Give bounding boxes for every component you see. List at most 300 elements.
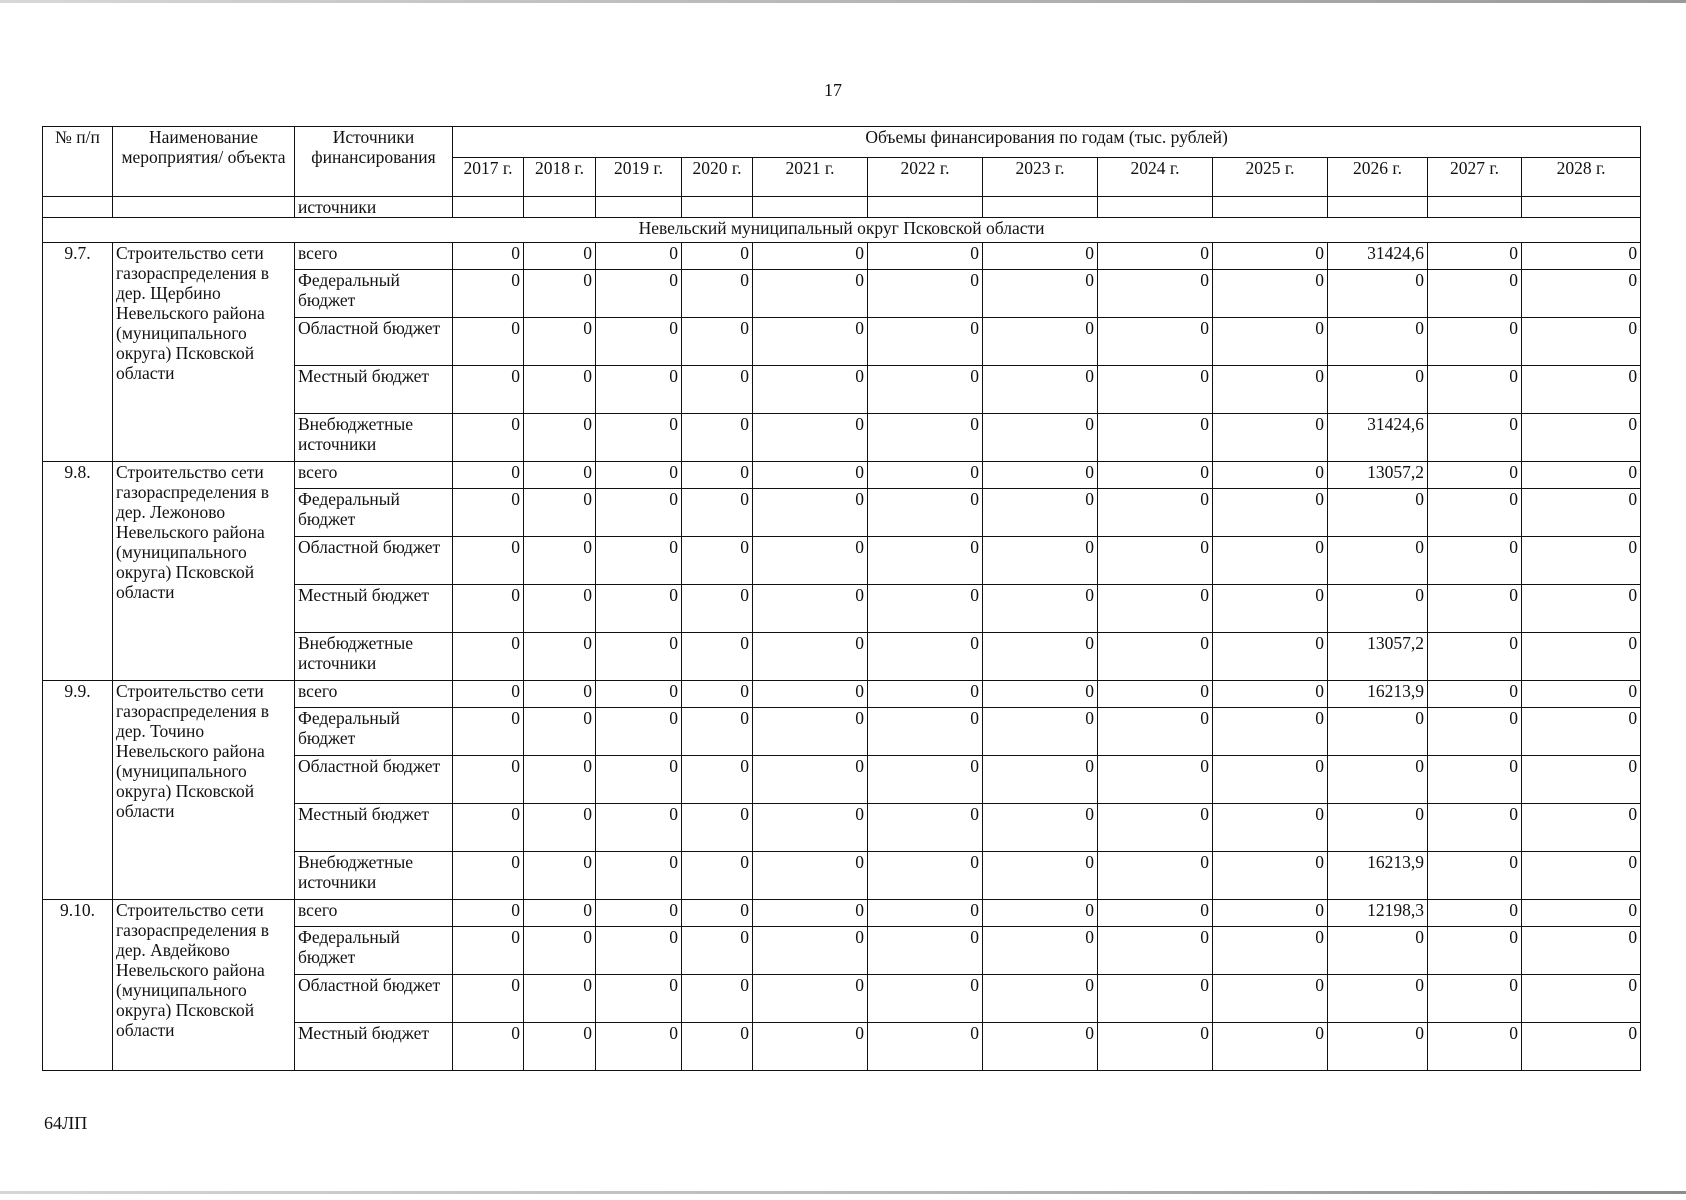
funding-source: Местный бюджет [295,585,453,633]
value-cell: 0 [753,852,868,900]
value-cell: 0 [524,900,596,927]
value-cell: 0 [596,852,682,900]
value-cell: 0 [753,489,868,537]
value-cell: 0 [753,708,868,756]
value-cell: 0 [753,975,868,1023]
value-cell: 0 [453,756,524,804]
value-cell: 0 [1328,270,1428,318]
header-source: Источники финансирования [295,127,453,197]
value-cell: 0 [596,585,682,633]
value-cell: 0 [524,414,596,462]
value-cell: 0 [524,975,596,1023]
value-cell: 0 [1428,681,1522,708]
value-cell: 0 [524,708,596,756]
value-cell: 0 [1098,681,1213,708]
continuation-value-cell [682,197,753,218]
value-cell: 0 [682,708,753,756]
value-cell: 0 [596,1023,682,1071]
value-cell: 16213,9 [1328,681,1428,708]
header-year: 2026 г. [1328,158,1428,197]
value-cell: 0 [868,270,983,318]
value-cell: 0 [1328,927,1428,975]
value-cell: 0 [453,318,524,366]
header-year: 2028 г. [1522,158,1641,197]
value-cell: 0 [453,927,524,975]
value-cell: 0 [682,489,753,537]
value-cell: 0 [1098,852,1213,900]
value-cell: 0 [1098,366,1213,414]
value-cell: 0 [682,975,753,1023]
value-cell: 0 [868,1023,983,1071]
value-cell: 0 [1328,537,1428,585]
value-cell: 0 [753,243,868,270]
value-cell: 0 [1522,537,1641,585]
value-cell: 0 [1328,975,1428,1023]
value-cell: 0 [1098,585,1213,633]
value-cell: 0 [868,489,983,537]
continuation-value-cell [1213,197,1328,218]
value-cell: 0 [682,900,753,927]
continuation-value-cell [753,197,868,218]
value-cell: 0 [682,366,753,414]
value-cell: 0 [1522,681,1641,708]
value-cell: 0 [983,318,1098,366]
value-cell: 0 [983,900,1098,927]
item-name: Строительство сети газораспределения в дер. Точино Невельского района (муниципального округа) Псковской области [113,681,295,900]
value-cell: 0 [753,804,868,852]
value-cell: 0 [753,1023,868,1071]
table-row [43,462,1641,489]
value-cell: 0 [1213,708,1328,756]
value-cell: 0 [868,927,983,975]
value-cell: 0 [868,681,983,708]
table-row [43,243,1641,270]
value-cell: 0 [868,318,983,366]
value-cell: 0 [753,900,868,927]
value-cell: 0 [1098,489,1213,537]
funding-source: всего [295,681,453,708]
value-cell: 0 [983,852,1098,900]
value-cell: 0 [453,270,524,318]
value-cell: 0 [524,462,596,489]
value-cell: 0 [1428,975,1522,1023]
item-name: Строительство сети газораспределения в дер. Щербино Невельского района (муниципального округа) Псковской области [113,243,295,462]
value-cell: 0 [1213,756,1328,804]
funding-source: Федеральный бюджет [295,489,453,537]
value-cell: 0 [1328,489,1428,537]
header-volumes: Объемы финансирования по годам (тыс. рублей) [453,127,1641,158]
value-cell: 0 [682,633,753,681]
funding-source: Областной бюджет [295,318,453,366]
value-cell: 0 [753,681,868,708]
value-cell: 0 [983,681,1098,708]
value-cell: 0 [1522,318,1641,366]
value-cell: 0 [453,489,524,537]
value-cell: 0 [1522,462,1641,489]
page-number: 17 [824,80,842,100]
financing-table [42,126,1641,1071]
value-cell: 0 [868,975,983,1023]
value-cell: 0 [983,804,1098,852]
value-cell: 0 [524,681,596,708]
value-cell: 0 [868,756,983,804]
header-year: 2024 г. [1098,158,1213,197]
value-cell: 0 [524,366,596,414]
value-cell: 0 [596,633,682,681]
continuation-value-cell [868,197,983,218]
value-cell: 0 [868,462,983,489]
value-cell: 31424,6 [1328,243,1428,270]
value-cell: 0 [1213,681,1328,708]
value-cell: 0 [1098,1023,1213,1071]
value-cell: 31424,6 [1328,414,1428,462]
funding-source: Местный бюджет [295,1023,453,1071]
value-cell: 0 [1328,366,1428,414]
value-cell: 0 [1213,1023,1328,1071]
footer-code: 64ЛП [44,1113,88,1133]
value-cell: 0 [524,537,596,585]
value-cell: 0 [753,366,868,414]
funding-source: Федеральный бюджет [295,927,453,975]
value-cell: 0 [524,270,596,318]
value-cell: 0 [1522,270,1641,318]
value-cell: 0 [682,681,753,708]
scan-edge-bottom [0,1191,1686,1194]
value-cell: 0 [453,243,524,270]
value-cell: 0 [596,489,682,537]
value-cell: 0 [596,756,682,804]
value-cell: 0 [596,900,682,927]
item-index: 9.10. [43,900,113,1071]
value-cell: 0 [1213,585,1328,633]
value-cell: 0 [596,462,682,489]
value-cell: 0 [682,243,753,270]
value-cell: 0 [453,804,524,852]
value-cell: 0 [682,927,753,975]
value-cell: 0 [1522,243,1641,270]
header-year: 2018 г. [524,158,596,197]
value-cell: 0 [682,585,753,633]
value-cell: 0 [1328,318,1428,366]
value-cell: 0 [753,318,868,366]
value-cell: 0 [753,414,868,462]
item-name: Строительство сети газораспределения в дер. Лежоново Невельского района (муниципального округа) Псковской области [113,462,295,681]
value-cell: 0 [682,537,753,585]
value-cell: 0 [524,243,596,270]
value-cell: 0 [1098,318,1213,366]
table-row [43,900,1641,927]
value-cell: 0 [1522,804,1641,852]
value-cell: 0 [524,852,596,900]
value-cell: 0 [524,927,596,975]
value-cell: 0 [682,318,753,366]
value-cell: 0 [1213,633,1328,681]
value-cell: 0 [868,900,983,927]
value-cell: 0 [1428,804,1522,852]
value-cell: 0 [596,681,682,708]
table-row [43,681,1641,708]
value-cell: 0 [983,243,1098,270]
continuation-value-cell [1098,197,1213,218]
value-cell: 0 [753,633,868,681]
value-cell: 0 [1428,633,1522,681]
value-cell: 0 [453,414,524,462]
value-cell: 0 [753,462,868,489]
value-cell: 0 [1428,489,1522,537]
value-cell: 0 [1213,462,1328,489]
value-cell: 0 [868,708,983,756]
value-cell: 0 [1098,804,1213,852]
value-cell: 0 [1098,900,1213,927]
continuation-source: источники [295,197,453,218]
header-row-1 [43,127,1641,158]
value-cell: 0 [983,927,1098,975]
value-cell: 0 [1328,804,1428,852]
header-year: 2021 г. [753,158,868,197]
value-cell: 0 [524,489,596,537]
header-year: 2022 г. [868,158,983,197]
value-cell: 0 [682,462,753,489]
value-cell: 0 [453,681,524,708]
funding-source: Областной бюджет [295,975,453,1023]
value-cell: 0 [1522,852,1641,900]
value-cell: 16213,9 [1328,852,1428,900]
funding-source: всего [295,900,453,927]
funding-source: Федеральный бюджет [295,270,453,318]
value-cell: 0 [1098,537,1213,585]
scan-edge-top [0,0,1686,3]
funding-source: Местный бюджет [295,804,453,852]
value-cell: 0 [1213,537,1328,585]
value-cell: 0 [983,537,1098,585]
value-cell: 0 [983,1023,1098,1071]
value-cell: 0 [1328,708,1428,756]
value-cell: 0 [1522,633,1641,681]
value-cell: 0 [1213,927,1328,975]
value-cell: 0 [1428,537,1522,585]
value-cell: 0 [1213,243,1328,270]
funding-source: Областной бюджет [295,756,453,804]
value-cell: 0 [1428,708,1522,756]
value-cell: 0 [1098,243,1213,270]
value-cell: 0 [983,414,1098,462]
value-cell: 0 [524,585,596,633]
value-cell: 0 [753,537,868,585]
value-cell: 13057,2 [1328,633,1428,681]
value-cell: 0 [868,585,983,633]
value-cell: 0 [868,537,983,585]
value-cell: 0 [1213,270,1328,318]
header-name: Наименование мероприятия/ объекта [113,127,295,197]
value-cell: 0 [868,414,983,462]
value-cell: 0 [453,366,524,414]
value-cell: 0 [1428,243,1522,270]
value-cell: 0 [1428,414,1522,462]
header-year: 2025 г. [1213,158,1328,197]
funding-source: Федеральный бюджет [295,708,453,756]
header-year: 2020 г. [682,158,753,197]
item-index: 9.7. [43,243,113,462]
value-cell: 0 [983,489,1098,537]
value-cell: 0 [1522,708,1641,756]
value-cell: 0 [1522,900,1641,927]
value-cell: 0 [453,900,524,927]
value-cell: 0 [1098,270,1213,318]
value-cell: 0 [868,243,983,270]
value-cell: 0 [868,633,983,681]
value-cell: 0 [1213,852,1328,900]
value-cell: 0 [1213,804,1328,852]
value-cell: 0 [1098,708,1213,756]
value-cell: 0 [868,366,983,414]
value-cell: 0 [682,414,753,462]
item-name: Строительство сети газораспределения в дер. Авдейково Невельского района (муниципального округа) Псковской области [113,900,295,1071]
value-cell: 0 [1328,756,1428,804]
funding-source: Внебюджетные источники [295,414,453,462]
value-cell: 0 [596,366,682,414]
value-cell: 0 [596,414,682,462]
funding-source: всего [295,462,453,489]
value-cell: 0 [983,270,1098,318]
value-cell: 0 [868,852,983,900]
value-cell: 0 [524,756,596,804]
value-cell: 0 [753,270,868,318]
value-cell: 0 [753,756,868,804]
value-cell: 0 [1098,462,1213,489]
value-cell: 0 [1213,489,1328,537]
value-cell: 0 [524,804,596,852]
value-cell: 0 [596,243,682,270]
value-cell: 0 [524,318,596,366]
value-cell: 0 [1098,975,1213,1023]
value-cell: 0 [1098,927,1213,975]
value-cell: 0 [1428,585,1522,633]
value-cell: 0 [1428,318,1522,366]
value-cell: 0 [1522,489,1641,537]
value-cell: 0 [1098,756,1213,804]
value-cell: 0 [1522,1023,1641,1071]
value-cell: 0 [596,975,682,1023]
value-cell: 0 [1428,900,1522,927]
value-cell: 0 [682,804,753,852]
value-cell: 0 [1098,414,1213,462]
value-cell: 0 [453,708,524,756]
value-cell: 0 [868,804,983,852]
continuation-value-cell [453,197,524,218]
value-cell: 0 [1522,975,1641,1023]
value-cell: 0 [1522,756,1641,804]
value-cell: 0 [753,927,868,975]
header-index: № п/п [43,127,113,197]
continuation-row [43,197,1641,218]
continuation-value-cell [1522,197,1641,218]
value-cell: 0 [1522,414,1641,462]
value-cell: 0 [682,270,753,318]
value-cell: 0 [524,633,596,681]
value-cell: 0 [453,462,524,489]
value-cell: 0 [596,270,682,318]
value-cell: 0 [1522,585,1641,633]
value-cell: 0 [453,537,524,585]
item-index: 9.9. [43,681,113,900]
continuation-value-cell [1328,197,1428,218]
value-cell: 0 [1098,633,1213,681]
funding-source: Внебюджетные источники [295,852,453,900]
funding-source: всего [295,243,453,270]
region-title: Невельский муниципальный округ Псковской области [43,218,1641,243]
value-cell: 0 [596,927,682,975]
continuation-value-cell [983,197,1098,218]
value-cell: 0 [1213,900,1328,927]
value-cell: 0 [1522,366,1641,414]
value-cell: 0 [682,852,753,900]
header-year: 2017 г. [453,158,524,197]
funding-source: Областной бюджет [295,537,453,585]
value-cell: 0 [983,756,1098,804]
value-cell: 0 [453,975,524,1023]
value-cell: 0 [596,708,682,756]
value-cell: 0 [1213,975,1328,1023]
value-cell: 0 [1522,927,1641,975]
value-cell: 0 [983,708,1098,756]
continuation-index-cell [43,197,113,218]
item-index: 9.8. [43,462,113,681]
value-cell: 0 [453,585,524,633]
value-cell: 12198,3 [1328,900,1428,927]
value-cell: 0 [1213,414,1328,462]
value-cell: 0 [1428,852,1522,900]
table-body [43,127,1641,1071]
value-cell: 0 [1213,318,1328,366]
value-cell: 0 [453,852,524,900]
funding-source: Внебюджетные источники [295,633,453,681]
region-row [43,218,1641,243]
value-cell: 0 [596,537,682,585]
value-cell: 0 [453,1023,524,1071]
value-cell: 0 [1428,1023,1522,1071]
value-cell: 0 [1328,585,1428,633]
value-cell: 0 [596,318,682,366]
header-year: 2023 г. [983,158,1098,197]
value-cell: 0 [453,633,524,681]
continuation-value-cell [1428,197,1522,218]
value-cell: 0 [1428,462,1522,489]
value-cell: 0 [983,366,1098,414]
continuation-value-cell [524,197,596,218]
value-cell: 0 [983,462,1098,489]
continuation-value-cell [596,197,682,218]
value-cell: 0 [753,585,868,633]
value-cell: 13057,2 [1328,462,1428,489]
value-cell: 0 [682,1023,753,1071]
value-cell: 0 [1428,927,1522,975]
value-cell: 0 [682,756,753,804]
value-cell: 0 [983,975,1098,1023]
value-cell: 0 [983,633,1098,681]
value-cell: 0 [1328,1023,1428,1071]
header-year: 2027 г. [1428,158,1522,197]
header-year: 2019 г. [596,158,682,197]
value-cell: 0 [983,585,1098,633]
value-cell: 0 [1428,756,1522,804]
value-cell: 0 [1213,366,1328,414]
value-cell: 0 [596,804,682,852]
value-cell: 0 [1428,270,1522,318]
continuation-name-cell [113,197,295,218]
value-cell: 0 [524,1023,596,1071]
funding-source: Местный бюджет [295,366,453,414]
value-cell: 0 [1428,366,1522,414]
